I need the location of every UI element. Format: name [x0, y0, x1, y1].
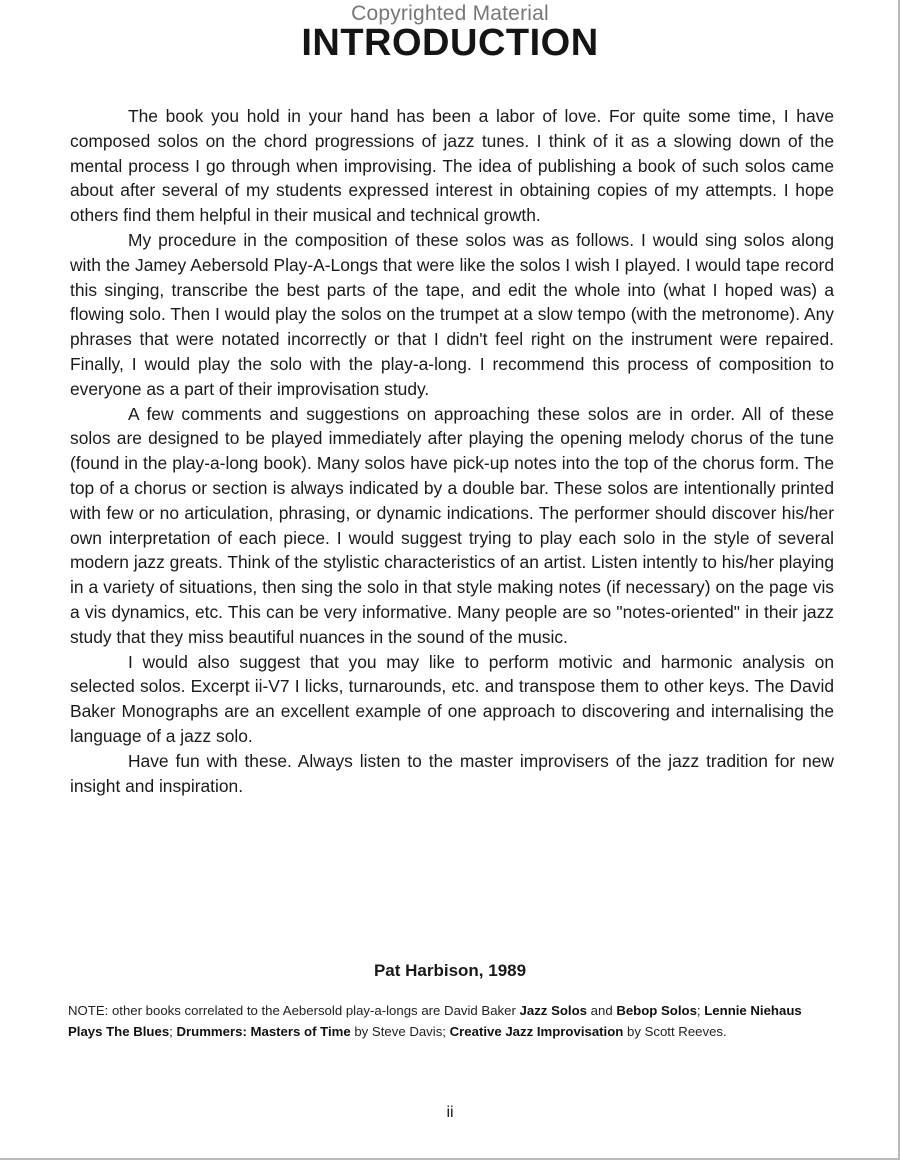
note-book-jazz-solos: Jazz Solos: [519, 1003, 587, 1018]
page-number: ii: [446, 1104, 454, 1121]
page-title: INTRODUCTION: [301, 22, 599, 64]
note-separator-1: ;: [696, 1003, 705, 1018]
note-by-davis: by Steve Davis;: [350, 1023, 450, 1039]
paragraph-5: Have fun with these. Always listen to the master improvisers of the jazz tradition for new insight and inspiration.: [70, 750, 834, 796]
note-by-reeves: by Scott Reeves.: [623, 1023, 727, 1039]
footnote: [68, 1001, 836, 1042]
paragraph-2: My procedure in the composition of these solos was as follows. I would sing solos along with the Jamey Aebersold Play-A-Longs that were like the solos I wish I played. I would tape record this singing, transcribe the best parts of the tape, and edit the whole into (what I hoped was) a flowing solo. Then I would play the solos on the trumpet at a slow tempo (with the metronome). Any phrases that were notated incorrectly or that I didn't feel right on the instrument were repaired. Finally, I would play the solo with the play-a-long. I recommend this process of composition to everyone as a part of their improvisation study.: [70, 229, 834, 399]
note-book-drummers: Drummers: Masters of Time: [176, 1023, 351, 1039]
note-and: and: [586, 1003, 617, 1018]
note-book-niehaus-blues: Lennie Niehaus Plays The Blues: [68, 1003, 802, 1039]
note-book-bebop-solos: Bebop Solos: [616, 1003, 697, 1018]
introduction-body: [70, 104, 834, 798]
paragraph-1: The book you hold in your hand has been a labor of love. For quite some time, I have composed solos on the chord progressions of jazz tunes. I think of it as a slowing down of the mental process I go through when improvising. The idea of publishing a book of such solos came about after several of my students expressed interest in obtaining copies of my attempts. I hope others find them helpful in their musical and technical growth.: [70, 106, 834, 226]
note-prefix: NOTE: other books correlated to the Aebersold play-a-longs are David Baker: [68, 1003, 520, 1018]
paragraph-4: I would also suggest that you may like to perform motivic and harmonic analysis on selected solos. Excerpt ii-V7 I licks, turnarounds, etc. and transpose them to other keys. The David Baker Monographs are an excellent example of one approach to discovering and internalising the language of a jazz solo.: [70, 651, 834, 746]
note-book-creative-jazz: Creative Jazz Improvisation: [449, 1023, 624, 1039]
note-separator-2: ;: [169, 1023, 177, 1039]
paragraph-3: A few comments and suggestions on approaching these solos are in order. All of these solos are designed to be played immediately after playing the opening melody chorus of the tune (found in the play-a-long book). Many solos have pick-up notes into the top of the chorus form. The top of a chorus or section is always indicated by a double bar. These solos are intentionally printed with few or no articulation, phrasing, or dynamic indications. The performer should discover his/her own interpretation of each piece. I would suggest trying to play each solo in the style of several modern jazz greats. Think of the stylistic characteristics of an artist. Listen intently to his/her playing in a variety of situations, then sing the solo in that style making notes (if necessary) on the page vis a vis dynamics, etc. This can be very informative. Many people are so "notes-oriented" in their jazz study that they miss beautiful nuances in the sound of the music.: [70, 403, 834, 647]
copyright-watermark: Copyrighted Material: [351, 2, 549, 25]
author-signature: Pat Harbison, 1989: [373, 961, 527, 980]
